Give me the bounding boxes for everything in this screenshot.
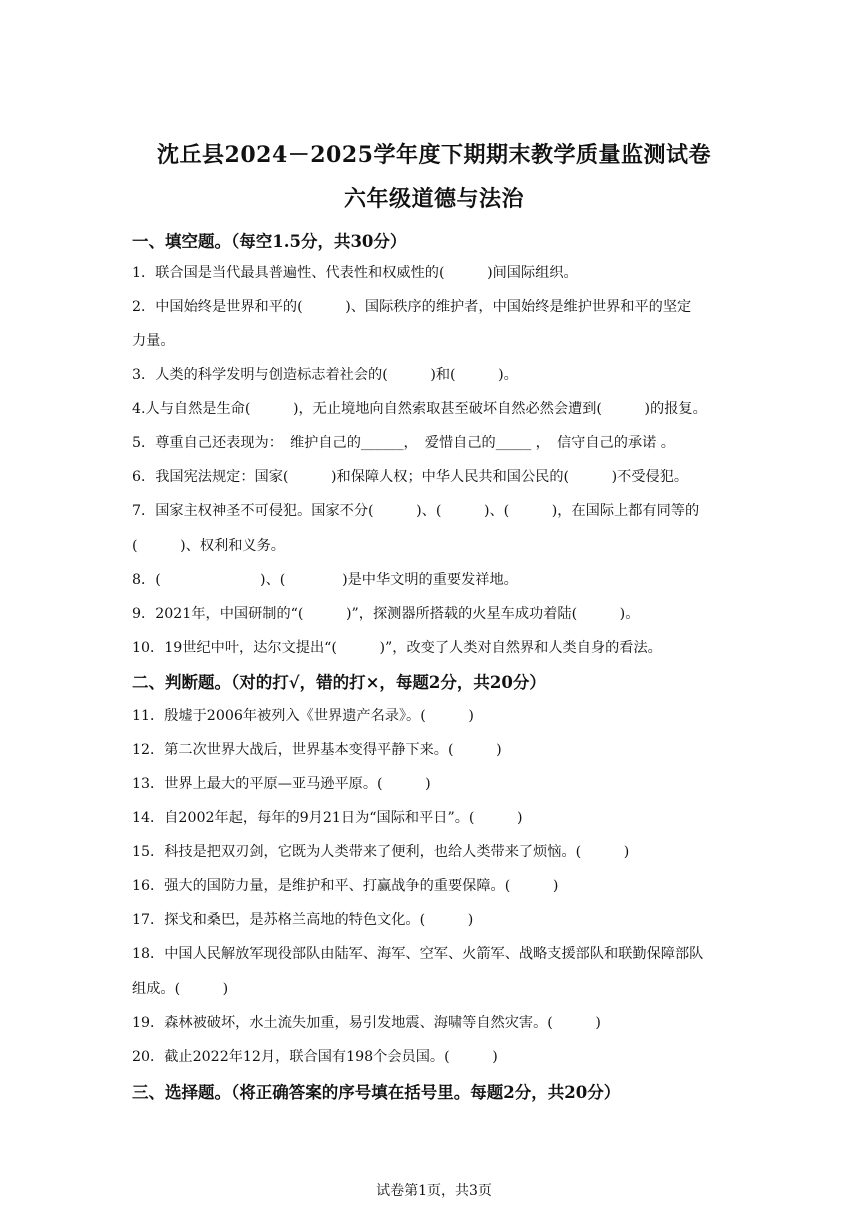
question-line: 17．探戈和桑巴，是苏格兰高地的特色文化。( ) (132, 912, 474, 928)
question-line: 19．森林被破坏，水土流失加重，易引发地震、海啸等自然灾害。( ) (132, 1015, 601, 1031)
question-line: 6．我国宪法规定：国家( )和保障人权；中华人民共和国公民的( )不受侵犯。 (132, 469, 689, 485)
question-line: 组成。( ) (132, 981, 229, 997)
question-line: 9．2021年，中国研制的“( )”，探测器所搭载的火星车成功着陆( )。 (132, 606, 640, 622)
question-line: 7．国家主权神圣不可侵犯。国家不分( )、( )、( )，在国际上都有同等的 (132, 503, 700, 519)
section-heading-true-false: 二、判断题。（对的打√，错的打×，每题2分，共20分） (132, 673, 546, 692)
question-line: 20．截止2022年12月，联合国有198个会员国。( ) (132, 1049, 498, 1065)
question-line: 15．科技是把双刃剑，它既为人类带来了便利，也给人类带来了烦恼。( ) (132, 844, 630, 860)
question-line: 力量。 (132, 333, 175, 349)
exam-title: 沈丘县2024－2025学年度下期期末教学质量监测试卷 (157, 142, 711, 168)
question-line: 10．19世纪中叶，达尔文提出“( )”，改变了人类对自然界和人类自身的看法。 (132, 640, 662, 656)
exam-subtitle: 六年级道德与法治 (343, 186, 524, 212)
question-line: 8．( )、( )是中华文明的重要发祥地。 (132, 572, 518, 588)
question-line: 5．尊重自己还表现为： 维护自己的______， 爱惜自己的_____ ， 信守自己的承诺 。 (132, 435, 675, 451)
question-line: 1．联合国是当代最具普遍性、代表性和权威性的( )间国际组织。 (132, 265, 578, 281)
question-line: 16．强大的国防力量，是维护和平、打赢战争的重要保障。( ) (132, 878, 559, 894)
question-line: 13．世界上最大的平原—亚马逊平原。( ) (132, 776, 431, 792)
question-line: 14．自2002年起，每年的9月21日为“国际和平日”。( ) (132, 810, 523, 826)
question-line: 11．殷墟于2006年被列入《世界遗产名录》。( ) (132, 708, 474, 724)
question-line: 4.人与自然是生命( )，无止境地向自然索取甚至破坏自然必然会遭到( )的报复。 (132, 401, 707, 417)
page-footer: 试卷第1页，共3页 (376, 1183, 492, 1199)
section-heading-fill-blank: 一、填空题。（每空1.5分，共30分） (132, 232, 407, 251)
question-line: 12．第二次世界大战后，世界基本变得平静下来。( ) (132, 742, 502, 758)
question-line: 18．中国人民解放军现役部队由陆军、海军、空军、火箭军、战略支援部队和联勤保障部队 (132, 946, 704, 962)
question-line: 2．中国始终是世界和平的( )、国际秩序的维护者，中国始终是维护世界和平的坚定 (132, 299, 692, 315)
section-heading-multiple-choice: 三、选择题。（将正确答案的序号填在括号里。每题2分，共20分） (132, 1083, 621, 1102)
question-line: 3．人类的科学发明与创造标志着社会的( )和( )。 (132, 367, 518, 383)
question-line: ( )、权利和义务。 (132, 538, 285, 554)
